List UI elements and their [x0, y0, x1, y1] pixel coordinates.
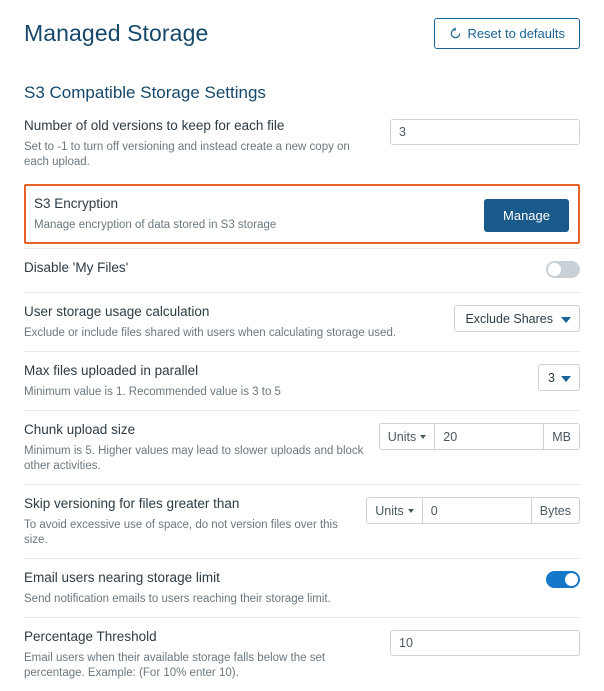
email-nearing-limit-toggle[interactable] — [546, 571, 580, 588]
setting-description: Minimum value is 1. Recommended value is 3 to 5 — [24, 386, 281, 398]
skip-versioning-units-dropdown[interactable] — [366, 497, 421, 524]
setting-control — [390, 628, 580, 656]
setting-description: Send notification emails to users reaching their storage limit. — [24, 593, 331, 605]
setting-text — [24, 362, 538, 400]
reset-to-defaults-button[interactable] — [434, 18, 580, 49]
setting-control — [390, 117, 580, 145]
setting-label: Number of old versions to keep for each file — [24, 118, 285, 133]
setting-control — [366, 495, 580, 524]
chunk-size-input[interactable] — [434, 423, 544, 450]
setting-description: To avoid excessive use of space, do not version files over this size. — [24, 519, 338, 546]
chunk-size-units-dropdown[interactable] — [379, 423, 434, 450]
setting-text — [24, 259, 546, 277]
setting-row-skip-versioning — [24, 484, 580, 558]
caret-down-icon — [420, 435, 426, 439]
setting-label: Disable 'My Files' — [24, 260, 129, 275]
disable-my-files-toggle[interactable] — [546, 261, 580, 278]
setting-row-max-parallel — [24, 351, 580, 410]
chunk-size-units-label: Units — [387, 429, 417, 444]
setting-label: Chunk upload size — [24, 422, 136, 437]
setting-description: Email users when their available storage falls below the set percentage. Example: (For 10% enter 10). — [24, 652, 326, 679]
setting-description: Manage encryption of data stored in S3 storage — [34, 219, 277, 231]
setting-label: Max files uploaded in parallel — [24, 363, 199, 378]
setting-row-percentage-threshold — [24, 617, 580, 691]
max-parallel-select[interactable] — [538, 364, 580, 391]
setting-label: S3 Encryption — [34, 196, 119, 211]
setting-control — [538, 362, 580, 391]
reset-arrow-icon — [449, 27, 462, 40]
usage-calculation-select[interactable] — [454, 305, 580, 332]
setting-row-email-nearing-limit — [24, 558, 580, 617]
reset-to-defaults-label: Reset to defaults — [467, 26, 565, 41]
setting-control — [484, 197, 569, 232]
setting-text — [24, 303, 454, 341]
skip-versioning-input[interactable] — [422, 497, 532, 524]
chevron-down-icon — [561, 376, 571, 382]
setting-label: Skip versioning for files greater than — [24, 496, 240, 511]
setting-row-usage-calculation — [24, 292, 580, 351]
percentage-threshold-input[interactable] — [390, 630, 580, 656]
setting-text — [24, 628, 390, 681]
manage-encryption-button[interactable]: Manage — [484, 199, 569, 232]
section-title: S3 Compatible Storage Settings — [24, 83, 266, 102]
setting-control — [546, 259, 580, 278]
setting-control — [454, 303, 580, 332]
versions-input[interactable] — [390, 119, 580, 145]
setting-description: Minimum is 5. Higher values may lead to slower uploads and block other activities. — [24, 445, 364, 472]
setting-description: Exclude or include files shared with users when calculating storage used. — [24, 327, 397, 339]
setting-text — [34, 195, 484, 233]
setting-row-disable-my-files — [24, 248, 580, 292]
setting-control — [379, 421, 580, 450]
usage-calculation-value: Exclude Shares — [465, 311, 553, 326]
setting-text — [24, 421, 379, 474]
setting-text — [24, 569, 546, 607]
setting-label: Percentage Threshold — [24, 629, 157, 644]
setting-label: User storage usage calculation — [24, 304, 210, 319]
chevron-down-icon — [561, 317, 571, 323]
page-title: Managed Storage — [24, 20, 209, 46]
setting-text — [24, 495, 366, 548]
caret-down-icon — [408, 509, 414, 513]
toggle-knob — [565, 573, 578, 586]
chunk-size-unit-suffix: MB — [544, 423, 580, 450]
chunk-size-input-group — [379, 423, 580, 450]
setting-label: Email users nearing storage limit — [24, 570, 220, 585]
toggle-knob — [548, 263, 561, 276]
skip-versioning-unit-suffix: Bytes — [532, 497, 580, 524]
page-header — [24, 0, 580, 59]
max-parallel-value: 3 — [548, 370, 555, 385]
setting-row-s3-encryption — [24, 184, 580, 244]
setting-description: Set to -1 to turn off versioning and instead create a new copy on each upload. — [24, 141, 350, 168]
setting-text — [24, 117, 390, 170]
skip-versioning-units-label: Units — [375, 503, 404, 518]
setting-row-chunk-upload-size — [24, 410, 580, 484]
skip-versioning-input-group — [366, 497, 580, 524]
setting-control — [546, 569, 580, 588]
setting-row-versions — [24, 115, 580, 180]
